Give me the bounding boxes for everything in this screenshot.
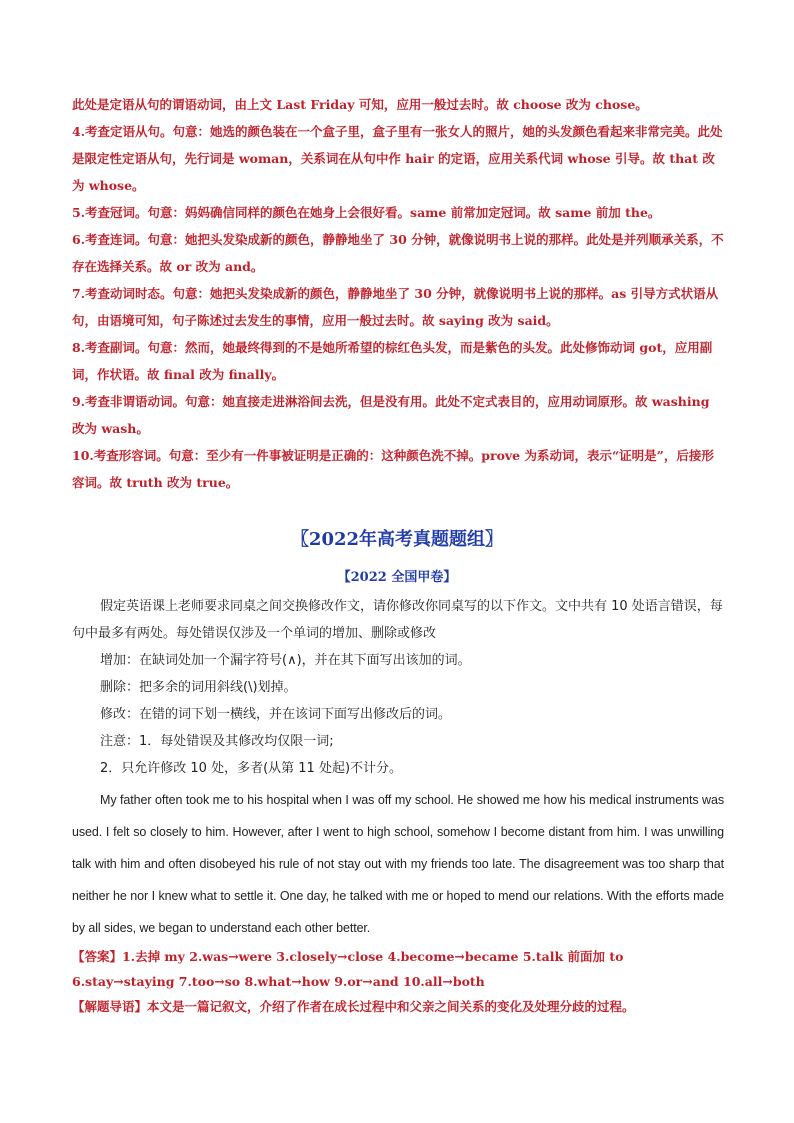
explanation-item: 5.考查冠词。句意：妈妈确信同样的颜色在她身上会很好看。same 前常加定冠词。故 same 前加 the。 (72, 205, 661, 220)
instruction-add: 增加：在缺词处加一个漏字符号(∧)，并在其下面写出该加的词。 (100, 653, 471, 668)
essay-passage (72, 784, 724, 944)
explanation-item: 9.考查非谓语动词。句意：她直接走进淋浴间去洗，但是没有用。此处不定式表目的，应用动词原形。故 washing 改为 wash。 (72, 394, 710, 436)
explanation-item: 8.考查副词。句意：然而，她最终得到的不是她所希望的棕红色头发，而是紫色的头发。此处修饰动词 got，应用副词，作状语。故 final 改为 finally。 (72, 340, 713, 382)
essay-text: My father often took me to his hospital when I was off my school. He showed me how his medical instruments was used. I felt so closely to him. However, after I went to high school, somehow I become distant from him. I was unwilling talk with him and often disobeyed his rule of not stay out with my friends too late. The disagreement was too sharp that neither he nor I knew what to settle it. One day, he talked with me or hoped to mend our relations. With the efforts made by all sides, we began to understand each other better. (72, 793, 724, 935)
guide-line (72, 994, 724, 1019)
instruction-modify: 修改：在错的词下划一横线，并在该词下面写出修改后的词。 (100, 707, 452, 722)
answer-text: 1.去掉 my 2.was→were 3.closely→close 4.become→became 5.talk 前面加 to 6.stay→staying 7.too→so 8.what→how 9.or→and 10.all→both (72, 949, 624, 989)
instructions (72, 593, 724, 782)
explanation-item: 此处是定语从句的谓语动词，由上文 Last Friday 可知，应用一般过去时。故 choose 改为 chose。 (72, 97, 648, 112)
answer-line (72, 944, 724, 994)
explanation-item: 4.考查定语从句。句意：她选的颜色装在一个盒子里，盒子里有一张女人的照片，她的头发颜色看起来非常完美。此处是限定性定语从句，先行词是 woman，关系词在从句中作 hair 的定语，应用关系代词 whose 引导。故 that 改为 whose。 (72, 124, 723, 193)
instruction-intro: 假定英语课上老师要求同桌之间交换修改作文，请你修改你同桌写的以下作文。文中共有 10 处语言错误，每句中最多有两处。每处错误仅涉及一个单词的增加、删除或修改 (72, 599, 723, 641)
explanation-item: 10.考查形容词。句意：至少有一件事被证明是正确的：这种颜色洗不掉。prove 为系动词，表示“证明是”，后接形容词。故 truth 改为 true。 (72, 448, 714, 490)
instruction-note-1: 注意：1．每处错误及其修改均仅限一词; (100, 734, 334, 749)
answer-block (72, 944, 724, 1019)
explanation-block (72, 91, 724, 496)
answer-label: 【答案】 (72, 949, 123, 964)
section-title: 〖2022年高考真题题组〗 (290, 529, 504, 550)
explanation-item: 6.考查连词。句意：她把头发染成新的颜色，静静地坐了 30 分钟，就像说明书上说的那样。此处是并列顺承关系，不存在选择关系。故 or 改为 and。 (72, 232, 724, 274)
instruction-note-2: 2．只允许修改 10 处，多者(从第 11 处起)不计分。 (100, 761, 403, 776)
exam-subtitle: 【2022 全国甲卷】 (337, 570, 457, 585)
guide-text: 本文是一篇记叙文，介绍了作者在成长过程中和父亲之间关系的变化及处理分歧的过程。 (147, 999, 635, 1014)
guide-label: 【解题导语】 (72, 999, 148, 1014)
explanation-item: 7.考查动词时态。句意：她把头发染成新的颜色，静静地坐了 30 分钟，就像说明书上说的那样。as 引导方式状语从句，由语境可知，句子陈述过去发生的事情，应用一般过去时。故 saying 改为 said。 (72, 286, 719, 328)
instruction-delete: 删除：把多余的词用斜线(\)划掉。 (100, 680, 297, 695)
